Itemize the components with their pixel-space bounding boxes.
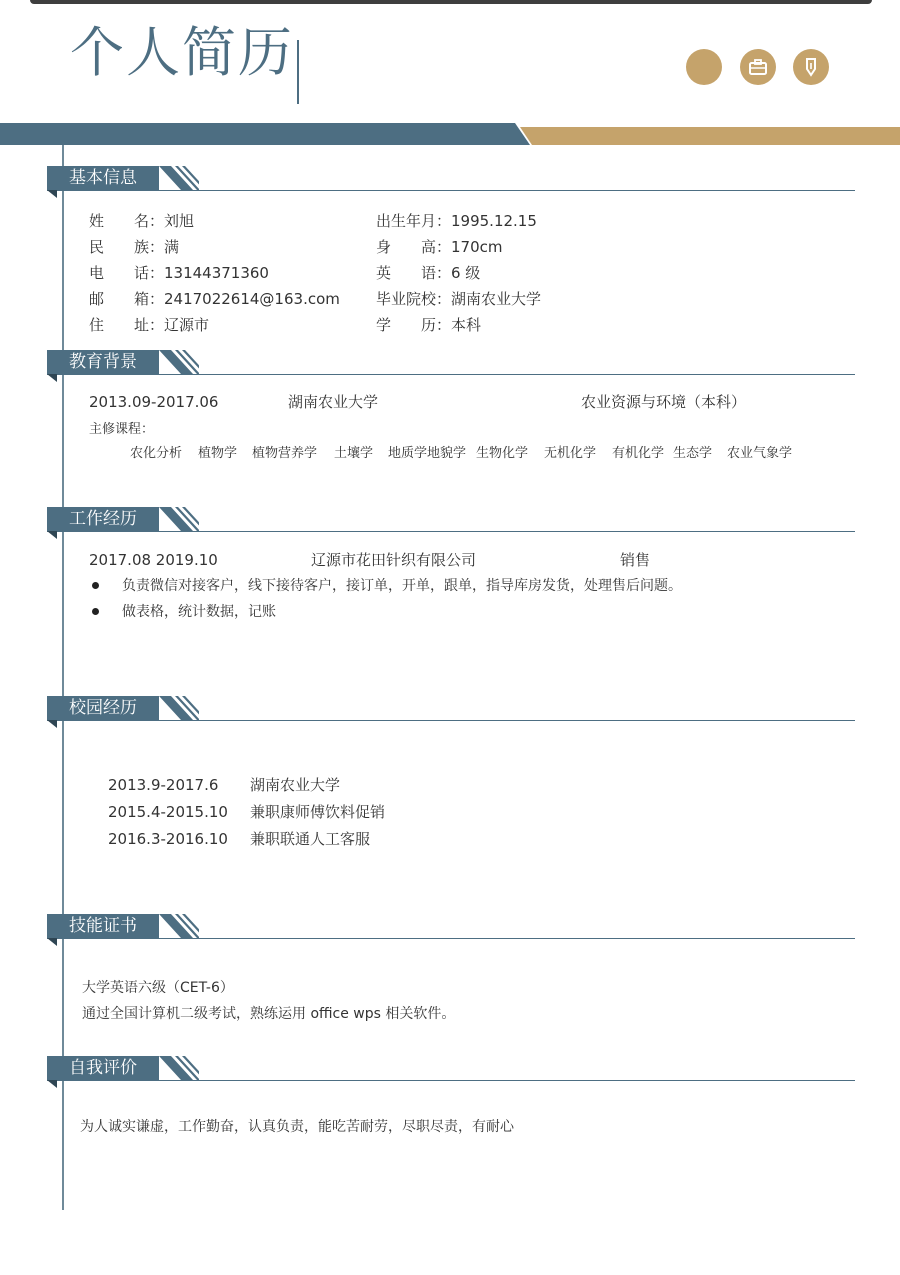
self-evaluation-text: 为人诚实谦虚，工作勤奋，认真负责，能吃苦耐劳，尽职尽责，有耐心 [80,1119,514,1135]
work-duty: 做表格，统计数据，记账 [122,604,276,620]
section-title: 工作经历 [47,507,159,531]
basic-birth: 出生年月：1995.12.15 [376,212,537,230]
campus-desc: 湖南农业大学 [250,776,341,794]
title-divider [297,40,299,104]
window-top-edge [30,0,872,4]
education-period: 2013.09-2017.06 [89,393,219,411]
course-item: 植物营养学 [252,446,318,461]
work-company: 辽源市花田针织有限公司 [311,551,477,569]
campus-period: 2015.4-2015.10 [108,803,228,821]
section-title: 自我评价 [47,1056,159,1080]
course-item: 土壤学 [334,446,374,461]
basic-email: 邮 箱：2417022614@163.com [89,290,340,308]
page-title: 个人简历 [70,21,294,84]
basic-phone: 电 话：13144371360 [89,264,269,282]
section-stripes [159,696,199,720]
profile-circle-icon [686,49,722,85]
basic-school: 毕业院校：湖南农业大学 [376,290,542,308]
basic-ethnicity: 民 族：满 [89,238,180,256]
skill-line: 通过全国计算机二级考试，熟练运用 office wps 相关软件。 [82,1006,456,1022]
section-self-evaluation [47,1056,855,1096]
section-title: 基本信息 [47,166,159,190]
section-stripes [159,1056,199,1080]
course-item: 生物化学 [476,446,529,461]
course-item: 农化分析 [130,446,183,461]
work-duty: 负责微信对接客户，线下接待客户，接订单，开单，跟单，指导库房发货，处理售后问题。 [122,578,682,594]
section-stripes [159,914,199,938]
section-tab [47,696,199,720]
section-rule [47,190,855,191]
section-fold [47,190,57,198]
education-major: 农业资源与环境（本科） [581,393,747,411]
section-work [47,507,855,547]
education-school: 湖南农业大学 [288,393,379,411]
section-fold [47,531,57,539]
basic-height: 身 高：170cm [376,238,503,256]
section-stripes [159,166,199,190]
pen-icon [793,49,829,85]
course-item: 有机化学 [612,446,665,461]
section-stripes [159,507,199,531]
section-skills [47,914,855,954]
course-item: 无机化学 [544,446,597,461]
header-band-accent [520,127,900,145]
section-fold [47,1080,57,1088]
section-campus [47,696,855,736]
section-rule [47,531,855,532]
course-item: 农业气象学 [727,446,793,461]
campus-period: 2013.9-2017.6 [108,776,219,794]
section-stripes [159,350,199,374]
section-tab [47,166,199,190]
section-tab [47,350,199,374]
skill-line: 大学英语六级（CET-6） [82,980,234,996]
timeline-spine [62,145,64,1210]
section-tab [47,914,199,938]
campus-desc: 兼职康师傅饮料促销 [250,803,386,821]
work-position: 销售 [620,551,651,569]
section-rule [47,374,855,375]
basic-degree: 学 历：本科 [376,316,482,334]
briefcase-icon [740,49,776,85]
course-item: 地质学地貌学 [388,446,467,461]
section-education [47,350,855,390]
section-basic-info [47,166,855,206]
basic-english: 英 语：6 级 [376,264,481,282]
section-fold [47,374,57,382]
header-band-primary [0,123,530,145]
courses-label: 主修课程： [89,422,155,437]
section-tab [47,507,199,531]
section-fold [47,720,57,728]
basic-name: 姓 名：刘旭 [89,212,195,230]
section-tab [47,1056,199,1080]
section-rule [47,1080,855,1081]
basic-address: 住 址：辽源市 [89,316,210,334]
section-title: 校园经历 [47,696,159,720]
bullet-icon [92,582,99,589]
section-title: 教育背景 [47,350,159,374]
campus-period: 2016.3-2016.10 [108,830,228,848]
course-item: 生态学 [673,446,713,461]
bullet-icon [92,608,99,615]
section-rule [47,720,855,721]
section-title: 技能证书 [47,914,159,938]
course-item: 植物学 [198,446,238,461]
work-period: 2017.08 2019.10 [89,551,218,569]
section-fold [47,938,57,946]
section-rule [47,938,855,939]
campus-desc: 兼职联通人工客服 [250,830,371,848]
